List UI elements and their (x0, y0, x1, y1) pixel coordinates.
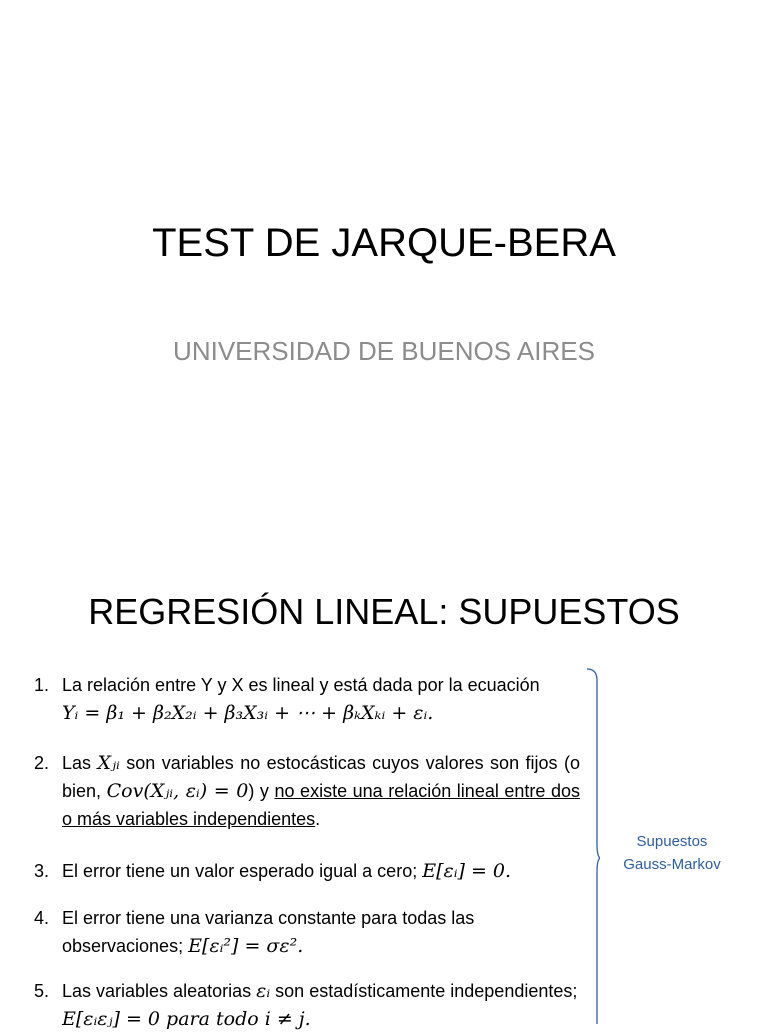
item-formula: Cov(Xⱼᵢ, εᵢ) = 0 (106, 780, 249, 802)
item-text: Las (62, 753, 92, 773)
assumption-item-1 (34, 671, 580, 727)
item-text: . (315, 809, 321, 829)
item-text: El error tiene un valor esperado igual a cero; (62, 861, 418, 881)
item-text: Las variables aleatorias (62, 981, 252, 1001)
presentation-title: TEST DE JARQUE-BERA (152, 221, 616, 265)
section-title: REGRESIÓN LINEAL: SUPUESTOS (88, 591, 680, 632)
item-underlined-text: no existe una relación lineal entre dos o más variables independientes (62, 781, 580, 829)
item-formula: E[εᵢ] = 0. (422, 860, 512, 882)
item-variable: Xⱼᵢ (97, 752, 120, 774)
assumption-item-3 (34, 857, 580, 885)
assumption-item-4 (34, 904, 580, 960)
item-text: ) y (248, 781, 269, 801)
item-number: 5. (34, 981, 50, 1001)
item-text: La relación entre Y y X es lineal y está dada por la ecuación (62, 675, 540, 695)
item-number: 3. (34, 861, 50, 881)
item-formula: E[εᵢεⱼ] = 0 para todo i ≠ j. (62, 1008, 311, 1030)
item-number: 4. (34, 908, 50, 928)
item-formula: Yᵢ = β₁ + β₂X₂ᵢ + β₃X₃ᵢ + ⋯ + βₖXₖᵢ + εᵢ. (62, 702, 434, 724)
gauss-markov-label (608, 830, 736, 876)
gauss-markov-label-line1: Supuestos (636, 833, 708, 850)
item-number: 1. (34, 675, 50, 695)
presentation-subtitle: UNIVERSIDAD DE BUENOS AIRES (173, 336, 595, 366)
item-text: El error tiene una varianza constante para todas las observaciones; (62, 908, 475, 956)
item-formula: E[εᵢ²] = σε². (188, 935, 304, 957)
item-number: 2. (34, 753, 50, 773)
item-text: son estadísticamente independientes; (275, 981, 578, 1001)
gauss-markov-label-line2: Gauss-Markov (623, 856, 721, 873)
item-text: son variables no estocásticas cuyos valores son fijos (o bien, (62, 753, 580, 801)
assumption-item-5 (34, 977, 580, 1033)
item-variable: εᵢ (256, 980, 271, 1002)
assumption-item-2 (34, 749, 580, 833)
curly-brace-icon (586, 668, 600, 1024)
